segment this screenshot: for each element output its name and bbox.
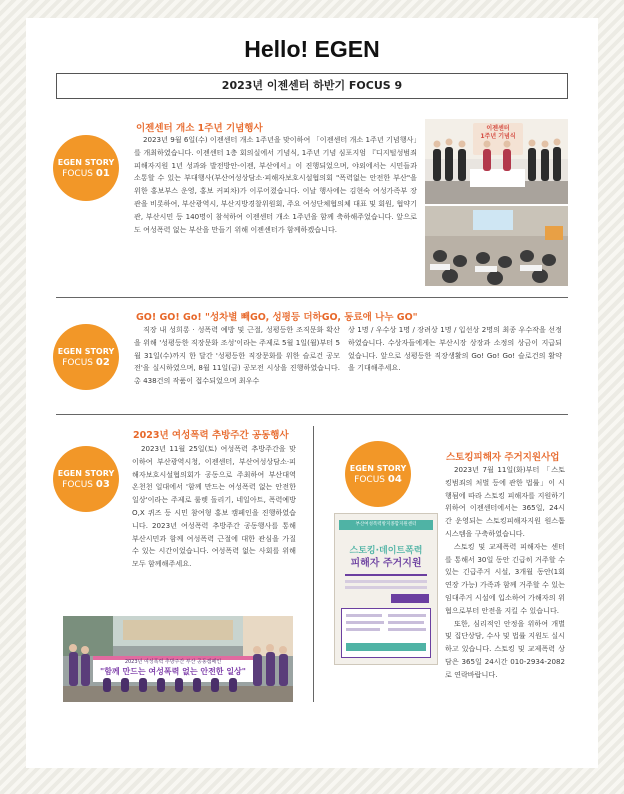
campaign-banner-main: "함께 만드는 여성폭력 없는 안전한 일상" [100, 667, 246, 676]
symposium-photo [425, 206, 568, 286]
badge-focus-word: FOCUS [62, 357, 94, 368]
campaign-banner-text [93, 658, 253, 677]
focus-02-badge [53, 324, 119, 390]
badge-number: 03 [95, 478, 110, 490]
badge-focus [62, 168, 110, 180]
poster-line [388, 621, 424, 624]
section-01-body: 2023년 9월 6일(수) 이젠센터 개소 1주년을 맞이하여 「이젠센터 개소 1주년 기념행사」를 개최하였습니다. 이젠센터 1층 회의실에서 기념식, 1주년 기념 심포지엄 『디지털성범죄 피해자지원 1년 성과와 발전방안-이젠, 부산에서』이 진행되었으며, 야외에서는 시민들과 소통할 수 있는 부대행사(부산여성상담소·피해자보호시설협의회 "폭력없는 안전한 부산"을 위한 홍보부스 운영, 홍보 커피차)가 이루어졌습니다. 이날 행사에는 김현숙 여성가족부 장관을 비롯하여, 부산광역시, 부산지방경찰위원회, 주요 여성단체협의체 대표 및 회원, 협약기관, 부산시민 등 140명이 참석하여 이젠센터 개소 1주년을 함께 축하해주었습니다. 앞으로도 여성폭력 없는 부산을 만들기 위해 이젠센터가 함께하겠습니다. [134, 135, 417, 234]
badge-number: 01 [95, 167, 110, 179]
focus-03-badge [53, 446, 119, 512]
badge-number: 02 [95, 356, 110, 368]
section-04-body [445, 464, 565, 682]
focus-01-badge [53, 135, 119, 201]
section-04-paragraph-1: 2023년 7월 11일(화)부터 「스토킹범죄의 처벌 등에 관한 법률」이 시행됨에 따라 스토킹 피해자를 지원하기 위하여 이젠센터에서는 365일, 24시간 운영되는 스토킹피해자지원 원스톱 시스템을 구축하였습니다. [445, 465, 565, 538]
anniversary-ceremony-photo [425, 119, 568, 204]
badge-focus [62, 357, 110, 369]
badge-focus [354, 474, 402, 486]
section-04-paragraph-2: 스토킹 및 교제폭력 피해자는 센터를 통해서 30일 동안 긴급히 거주할 수 있는 긴급주거 시설, 3개월 동안(1회 연장 가능) 가족과 함께 거주할 수 있는 임대주거 시설에 입소하여 가해자의 위협으로부터 안전을 지킬 수 있습니다. [445, 541, 565, 615]
section-01-title: 이젠센터 개소 1주년 기념행사 [136, 123, 263, 134]
section-divider-1 [56, 297, 568, 298]
poster-rule [345, 574, 427, 576]
poster-title-line1: 스토킹·데이트폭력 [349, 546, 423, 556]
badge-focus-word: FOCUS [62, 479, 94, 490]
section-02-title: GO! GO! Go! "성차별 빼GO, 성평등 더하GO, 동료애 나누 GO" [136, 312, 418, 323]
housing-support-poster [334, 513, 438, 665]
poster-line [345, 580, 427, 583]
section-02-body-left: 직장 내 성희롱 · 성폭력 예방 및 근절, 성평등한 조직문화 확산을 위해 '성평등한 직장문화 조성'이라는 주제로 5월 1일(월)부터 5월 31일(수)까지 한 달간 '성평등한 직장문화를 위한 슬로건 공모전'을 실시하였으며, 8월 11일(금) 공모전 시상을 진행하였습니다. 총 438건의 작품이 접수되었으며 최우수 [134, 325, 340, 386]
poster-line [346, 628, 380, 631]
focus-04-badge [345, 441, 411, 507]
badge-number: 04 [387, 473, 402, 485]
poster-info-box [341, 608, 431, 658]
badge-focus-word: FOCUS [354, 474, 386, 485]
issue-banner: 2023년 이젠센터 하반기 FOCUS 9 [56, 73, 568, 99]
section-02-body-right: 상 1명 / 우수상 1명 / 장려상 1명 / 입선상 2명의 최종 우수작을 선정하였습니다. 수상자들에게는 부산시장 상장과 소정의 상금이 지급되었습니다. 앞으로 성평등한 직장생활의 Go! Go! Go! 슬로건의 활약을 기대해주세요. [348, 325, 562, 373]
section-04-title: 스토킹피해자 주거지원사업 [446, 452, 560, 463]
section-03-title: 2023년 여성폭력 추방주간 공동행사 [133, 430, 289, 441]
badge-label: EGEN STORY [57, 346, 115, 356]
campaign-banner-small: 2023년 여성폭력 추방주간 부산 공동캠페인 [124, 659, 222, 665]
poster-line [388, 628, 426, 631]
badge-label: EGEN STORY [349, 463, 407, 473]
ceremony-banner-text [473, 125, 523, 141]
section-03-body: 2023년 11월 25일(토) 여성폭력 추방주간을 맞이하여 부산광역시청, 이젠센터, 부산여성상담소·피해자보호시설협의회가 공동으로 주최하여 부산대역 온천천 일대에서 '함께 만드는 여성폭력 없는 안전한 일상'이라는 주제로 룰렛 돌리기, 네일아트, 폭력예방 O,X 퀴즈 등 시민 참여형 홍보 캠페인을 진행하였습니다. 2023년 여성폭력 추방주간 공동행사를 통해 부산시민과 함께 여성폭력 근절에 대한 관심을 가질 수 있는 시간이었습니다. 여성폭력 없는 사회를 위해 모두 함께해주세요. [132, 444, 296, 569]
column-divider [313, 426, 314, 702]
poster-line [346, 614, 382, 617]
badge-focus [62, 479, 110, 491]
poster-date-box [391, 594, 429, 603]
page-title: Hello! EGEN [244, 36, 380, 62]
poster-line [388, 614, 426, 617]
poster-line [345, 586, 427, 589]
badge-label: EGEN STORY [57, 157, 115, 167]
badge-label: EGEN STORY [57, 468, 115, 478]
section-04-paragraph-3: 또한, 심리적인 안정을 위하여 개별 및 집단상담, 수사 및 법률 지원도 실시하고 있습니다. 스토킹 및 교제폭력 상담은 365일 24시간 010-2934-2082로 연락바랍니다. [445, 618, 565, 679]
poster-title-line2: 피해자 주거지원 [350, 558, 422, 569]
poster-line [346, 621, 384, 624]
newsletter-page [26, 18, 598, 768]
section-divider-2 [56, 414, 568, 415]
campaign-group-photo [63, 616, 293, 702]
ceremony-banner-line1: 이젠센터 [486, 125, 510, 132]
badge-focus-word: FOCUS [62, 168, 94, 179]
poster-footer-bar [346, 643, 426, 651]
poster-header-text: 부산여성폭력방지종합지원센터 [339, 520, 433, 530]
ceremony-banner-line2: 1주년 기념식 [480, 133, 516, 140]
